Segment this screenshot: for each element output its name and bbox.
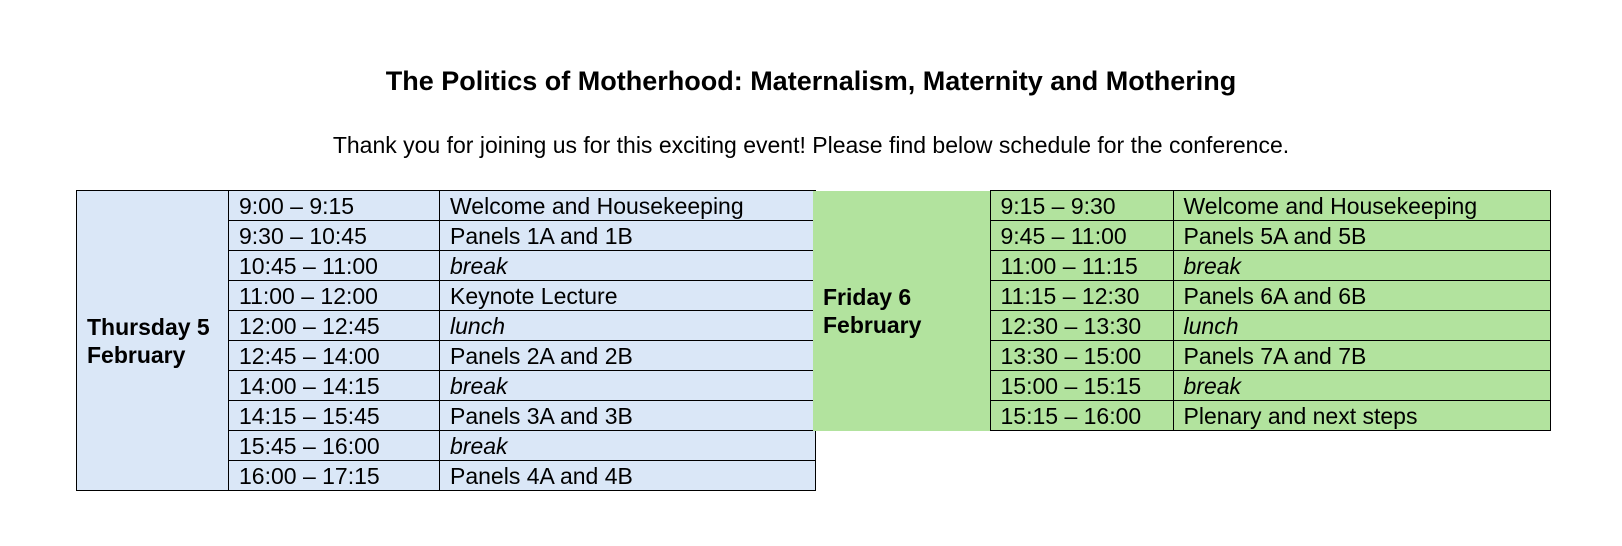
event-cell: lunch (440, 311, 816, 341)
time-cell: 9:15 – 9:30 (990, 191, 1173, 221)
time-cell: 12:45 – 14:00 (229, 341, 440, 371)
event-cell: break (440, 371, 816, 401)
event-cell: Panels 3A and 3B (440, 401, 816, 431)
event-cell: break (440, 251, 816, 281)
event-cell: Panels 4A and 4B (440, 461, 816, 491)
event-cell: break (440, 431, 816, 461)
time-cell: 11:00 – 11:15 (990, 251, 1173, 281)
schedule-row (77, 191, 816, 221)
event-cell: break (1173, 251, 1550, 281)
time-cell: 12:00 – 12:45 (229, 311, 440, 341)
friday-schedule-table (813, 190, 1551, 431)
schedule-row (813, 191, 1550, 221)
time-cell: 16:00 – 17:15 (229, 461, 440, 491)
time-cell: 15:45 – 16:00 (229, 431, 440, 461)
time-cell: 9:30 – 10:45 (229, 221, 440, 251)
time-cell: 15:15 – 16:00 (990, 401, 1173, 431)
event-cell: break (1173, 371, 1550, 401)
time-cell: 13:30 – 15:00 (990, 341, 1173, 371)
event-cell: Plenary and next steps (1173, 401, 1550, 431)
event-cell: Panels 2A and 2B (440, 341, 816, 371)
time-cell: 14:00 – 14:15 (229, 371, 440, 401)
thursday-schedule-table (76, 190, 816, 491)
event-cell: Panels 7A and 7B (1173, 341, 1550, 371)
event-cell: Welcome and Housekeeping (1173, 191, 1550, 221)
time-cell: 15:00 – 15:15 (990, 371, 1173, 401)
event-cell: Welcome and Housekeeping (440, 191, 816, 221)
intro-text: Thank you for joining us for this exciting event! Please find below schedule for the conference. (332, 132, 1290, 158)
time-cell: 9:00 – 9:15 (229, 191, 440, 221)
event-cell: Panels 6A and 6B (1173, 281, 1550, 311)
page-title: The Politics of Motherhood: Maternalism, Maternity and Mothering (385, 66, 1237, 96)
day-label: Thursday 5 February (77, 191, 229, 491)
time-cell: 14:15 – 15:45 (229, 401, 440, 431)
event-cell: Panels 1A and 1B (440, 221, 816, 251)
event-cell: lunch (1173, 311, 1550, 341)
day-label: Friday 6 February (813, 191, 990, 431)
event-cell: Panels 5A and 5B (1173, 221, 1550, 251)
time-cell: 12:30 – 13:30 (990, 311, 1173, 341)
time-cell: 9:45 – 11:00 (990, 221, 1173, 251)
time-cell: 11:00 – 12:00 (229, 281, 440, 311)
event-cell: Keynote Lecture (440, 281, 816, 311)
time-cell: 11:15 – 12:30 (990, 281, 1173, 311)
time-cell: 10:45 – 11:00 (229, 251, 440, 281)
